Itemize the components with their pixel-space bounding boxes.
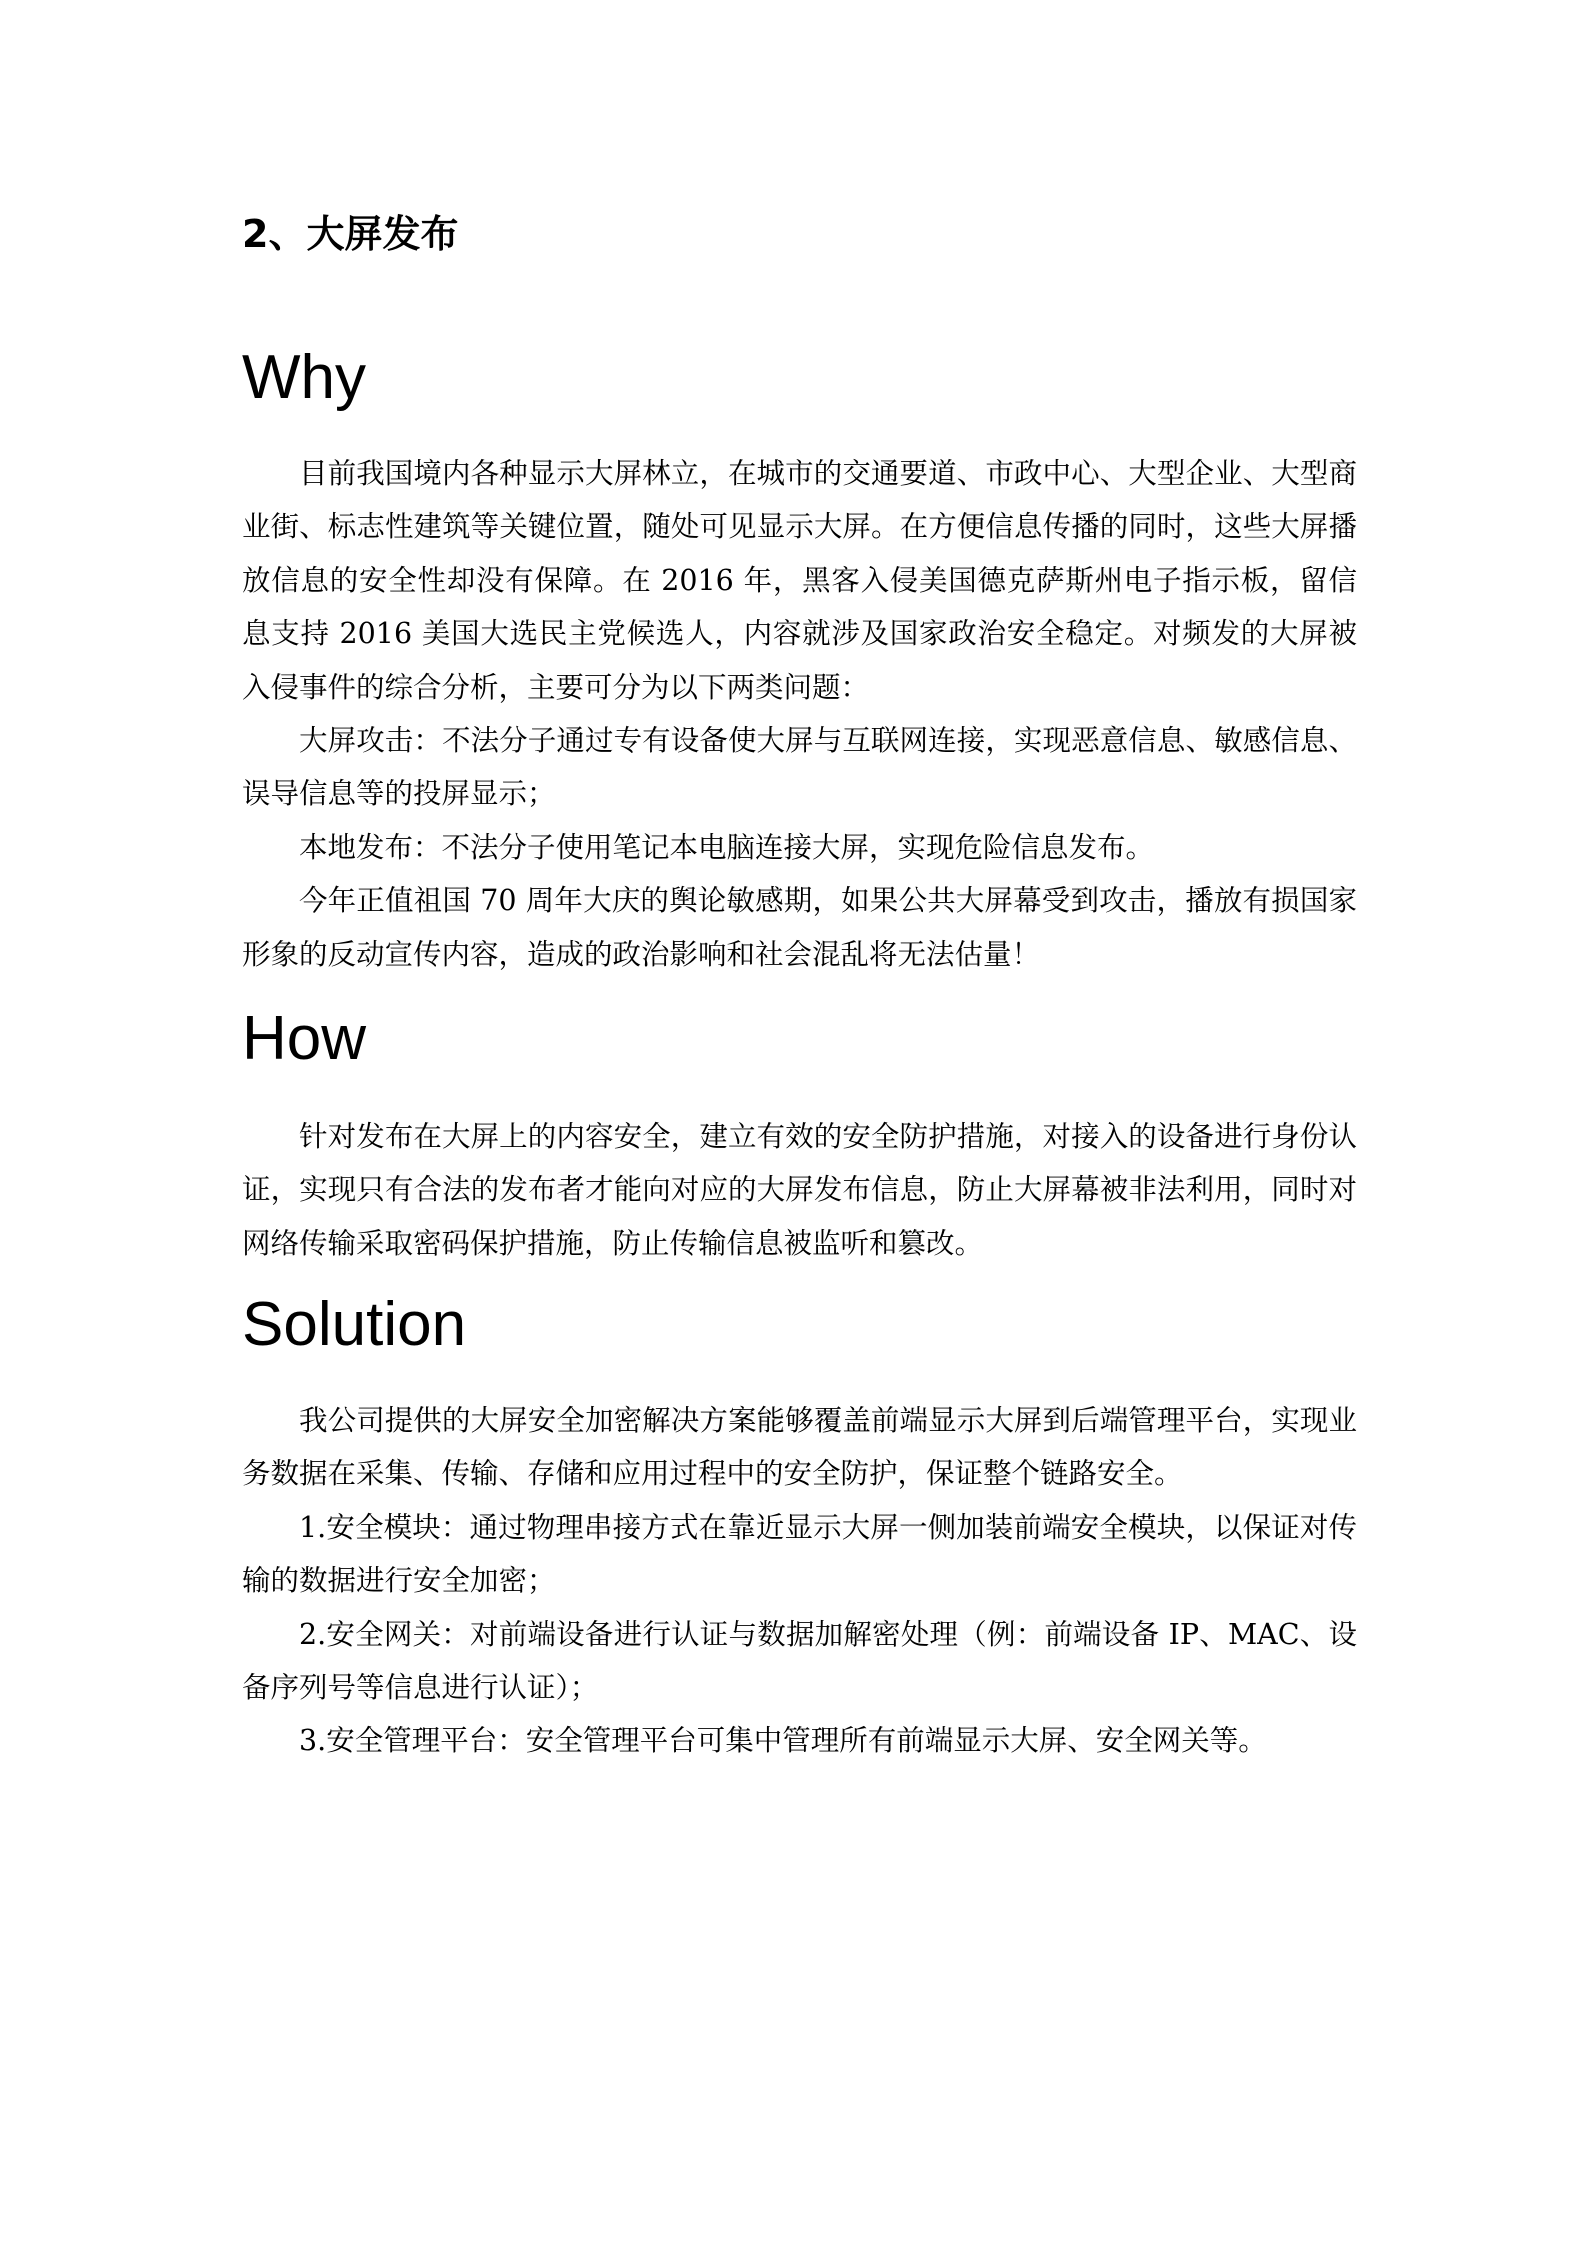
why-paragraph: 今年正值祖国 70 周年大庆的舆论敏感期，如果公共大屏幕受到攻击，播放有损国家形象的反动宣传内容，造成的政治影响和社会混乱将无法估量！ — [242, 884, 1357, 971]
solution-paragraph: 我公司提供的大屏安全加密解决方案能够覆盖前端显示大屏到后端管理平台，实现业务数据在采集、传输、存储和应用过程中的安全防护，保证整个链路安全。 — [242, 1404, 1357, 1491]
solution-section — [242, 1394, 1357, 1768]
why-paragraph: 目前我国境内各种显示大屏林立，在城市的交通要道、市政中心、大型企业、大型商业街、标志性建筑等关键位置，随处可见显示大屏。在方便信息传播的同时，这些大屏播放信息的安全性却没有保障。在 2016 年，黑客入侵美国德克萨斯州电子指示板，留信息支持 2016 美国大选民主党候选人，内容就涉及国家政治安全稳定。对频发的大屏被入侵事件的综合分析，主要可分为以下两类问题： — [242, 457, 1357, 704]
solution-item: 3.安全管理平台：安全管理平台可集中管理所有前端显示大屏、安全网关等。 — [299, 1724, 1267, 1758]
solution-heading: Solution — [242, 1290, 467, 1359]
how-section — [242, 1110, 1357, 1270]
how-heading: How — [242, 1004, 367, 1073]
why-paragraph: 本地发布：不法分子使用笔记本电脑连接大屏，实现危险信息发布。 — [299, 830, 1155, 864]
why-section — [242, 447, 1357, 981]
section-title: 2、大屏发布 — [242, 212, 459, 256]
how-paragraph: 针对发布在大屏上的内容安全，建立有效的安全防护措施，对接入的设备进行身份认证，实现只有合法的发布者才能向对应的大屏发布信息，防止大屏幕被非法利用，同时对网络传输采取密码保护措施，防止传输信息被监听和篡改。 — [242, 1120, 1357, 1260]
solution-item: 2.安全网关：对前端设备进行认证与数据加解密处理（例：前端设备 IP、MAC、设备序列号等信息进行认证）； — [242, 1617, 1357, 1705]
solution-item: 1.安全模块：通过物理串接方式在靠近显示大屏一侧加装前端安全模块，以保证对传输的数据进行安全加密； — [242, 1510, 1357, 1598]
why-heading: Why — [242, 343, 366, 412]
why-paragraph: 大屏攻击：不法分子通过专有设备使大屏与互联网连接，实现恶意信息、敏感信息、误导信息等的投屏显示； — [242, 724, 1357, 811]
